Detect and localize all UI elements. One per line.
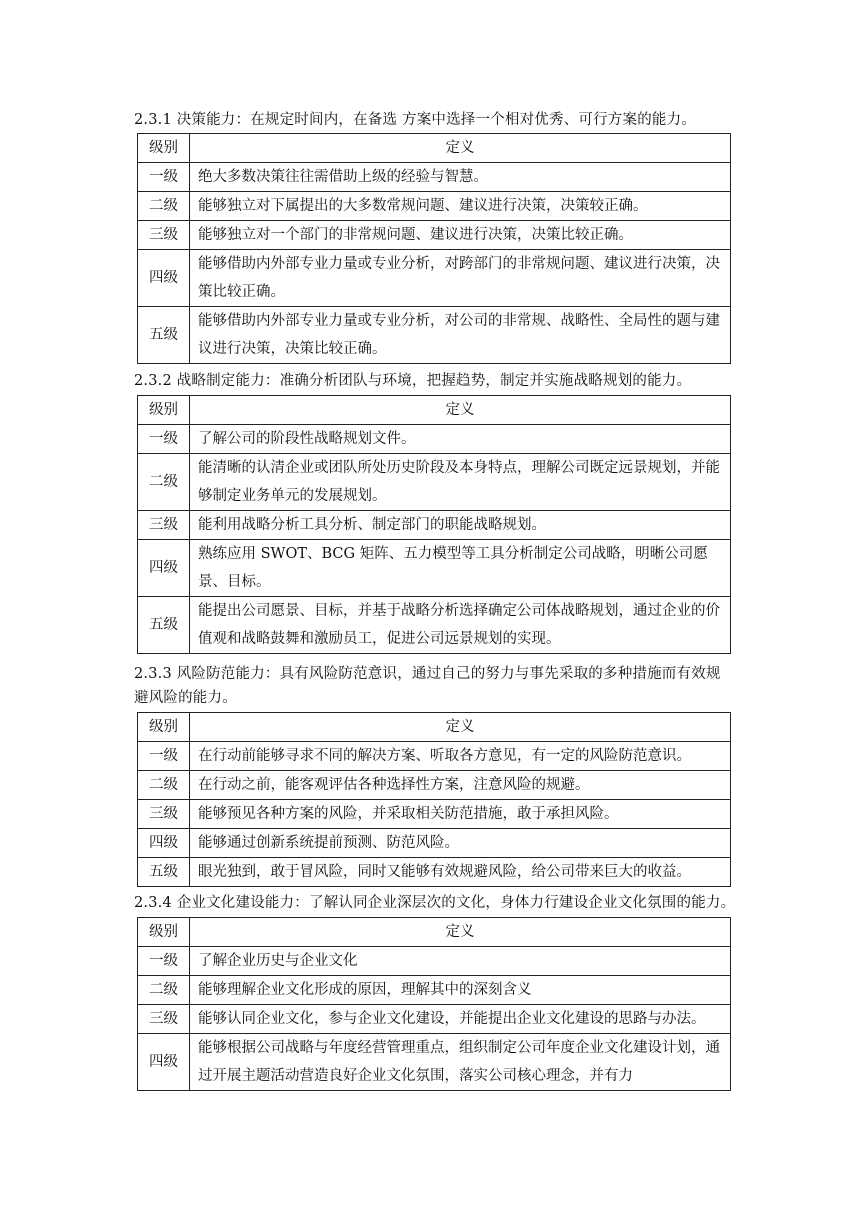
level-cell: 四级 <box>138 1034 190 1091</box>
definition-cell: 能够通过创新系统提前预测、防范风险。 <box>190 829 731 858</box>
level-cell: 二级 <box>138 192 190 221</box>
definition-cell: 能够理解企业文化形成的原因，理解其中的深刻含义 <box>190 976 731 1005</box>
section-heading-strategy: 2.3.2 战略制定能力：准确分析团队与环境，把握趋势，制定并实施战略规划的能力。 <box>134 373 692 389</box>
header-level: 级别 <box>138 396 190 425</box>
level-cell: 四级 <box>138 829 190 858</box>
table-row <box>138 976 731 1005</box>
header-level: 级别 <box>138 713 190 742</box>
definition-cell: 能够独立对下属提出的大多数常规问题、建议进行决策，决策较正确。 <box>190 192 731 221</box>
risk-table <box>137 712 731 887</box>
section-heading-risk: 2.3.3 风险防范能力：具有风险防范意识，通过自己的努力与事先采取的多种措施而有效规避风险的能力。 <box>134 666 721 706</box>
level-cell: 一级 <box>138 947 190 976</box>
section-heading-culture: 2.3.4 企业文化建设能力：了解认同企业深层次的文化，身体力行建设企业文化氛围的能力。 <box>134 895 736 911</box>
level-cell: 一级 <box>138 425 190 454</box>
table-row <box>138 425 731 454</box>
table-row <box>138 1034 731 1091</box>
definition-cell: 能够独立对一个部门的非常规问题、建议进行决策，决策比较正确。 <box>190 221 731 250</box>
definition-cell: 了解公司的阶段性战略规划文件。 <box>190 425 731 454</box>
level-cell: 二级 <box>138 454 190 511</box>
definition-cell: 能清晰的认清企业或团队所处历史阶段及本身特点，理解公司既定远景规划，并能够制定业务单元的发展规划。 <box>190 454 731 511</box>
level-cell: 三级 <box>138 800 190 829</box>
table-row <box>138 1005 731 1034</box>
table-row <box>138 829 731 858</box>
definition-cell: 能够根据公司战略与年度经营管理重点，组织制定公司年度企业文化建设计划，通过开展主题活动营造良好企业文化氛围，落实公司核心理念，并有力 <box>190 1034 731 1091</box>
table-header-row <box>138 396 731 425</box>
culture-table <box>137 917 731 1091</box>
table-row <box>138 307 731 364</box>
table-row <box>138 947 731 976</box>
strategy-table <box>137 395 731 654</box>
table-row <box>138 221 731 250</box>
table-row <box>138 742 731 771</box>
header-level: 级别 <box>138 134 190 163</box>
section-heading-decision: 2.3.1 决策能力：在规定时间内，在备选 方案中选择一个相对优秀、可行方案的能力。 <box>134 112 697 128</box>
level-cell: 一级 <box>138 742 190 771</box>
definition-cell: 能够借助内外部专业力量或专业分析，对跨部门的非常规问题、建议进行决策，决策比较正确。 <box>190 250 731 307</box>
definition-cell: 熟练应用 SWOT、BCG 矩阵、五力模型等工具分析制定公司战略，明晰公司愿景、目标。 <box>190 540 731 597</box>
table-row <box>138 597 731 654</box>
header-definition: 定义 <box>190 396 731 425</box>
level-cell: 二级 <box>138 771 190 800</box>
header-definition: 定义 <box>190 918 731 947</box>
definition-cell: 能够认同企业文化，参与企业文化建设，并能提出企业文化建设的思路与办法。 <box>190 1005 731 1034</box>
definition-cell: 眼光独到，敢于冒风险，同时又能够有效规避风险，给公司带来巨大的收益。 <box>190 858 731 887</box>
table-row <box>138 511 731 540</box>
level-cell: 三级 <box>138 221 190 250</box>
table-row <box>138 771 731 800</box>
table-row <box>138 250 731 307</box>
level-cell: 五级 <box>138 858 190 887</box>
level-cell: 四级 <box>138 540 190 597</box>
header-definition: 定义 <box>190 134 731 163</box>
decision-table <box>137 133 731 364</box>
level-cell: 五级 <box>138 597 190 654</box>
definition-cell: 了解企业历史与企业文化 <box>190 947 731 976</box>
definition-cell: 能够预见各种方案的风险，并采取相关防范措施，敢于承担风险。 <box>190 800 731 829</box>
definition-cell: 能够借助内外部专业力量或专业分析，对公司的非常规、战略性、全局性的题与建议进行决策，决策比较正确。 <box>190 307 731 364</box>
table-row <box>138 192 731 221</box>
definition-cell: 能利用战略分析工具分析、制定部门的职能战略规划。 <box>190 511 731 540</box>
level-cell: 二级 <box>138 976 190 1005</box>
table-row <box>138 800 731 829</box>
definition-cell: 在行动前能够寻求不同的解决方案、听取各方意见，有一定的风险防范意识。 <box>190 742 731 771</box>
level-cell: 三级 <box>138 1005 190 1034</box>
level-cell: 五级 <box>138 307 190 364</box>
level-cell: 三级 <box>138 511 190 540</box>
table-header-row <box>138 134 731 163</box>
header-level: 级别 <box>138 918 190 947</box>
table-header-row <box>138 918 731 947</box>
level-cell: 一级 <box>138 163 190 192</box>
definition-cell: 绝大多数决策往往需借助上级的经验与智慧。 <box>190 163 731 192</box>
table-row <box>138 454 731 511</box>
definition-cell: 在行动之前，能客观评估各种选择性方案，注意风险的规避。 <box>190 771 731 800</box>
table-row <box>138 540 731 597</box>
table-row <box>138 163 731 192</box>
table-row <box>138 858 731 887</box>
header-definition: 定义 <box>190 713 731 742</box>
table-header-row <box>138 713 731 742</box>
definition-cell: 能提出公司愿景、目标，并基于战略分析选择确定公司体战略规划，通过企业的价值观和战略鼓舞和激励员工，促进公司远景规划的实现。 <box>190 597 731 654</box>
level-cell: 四级 <box>138 250 190 307</box>
